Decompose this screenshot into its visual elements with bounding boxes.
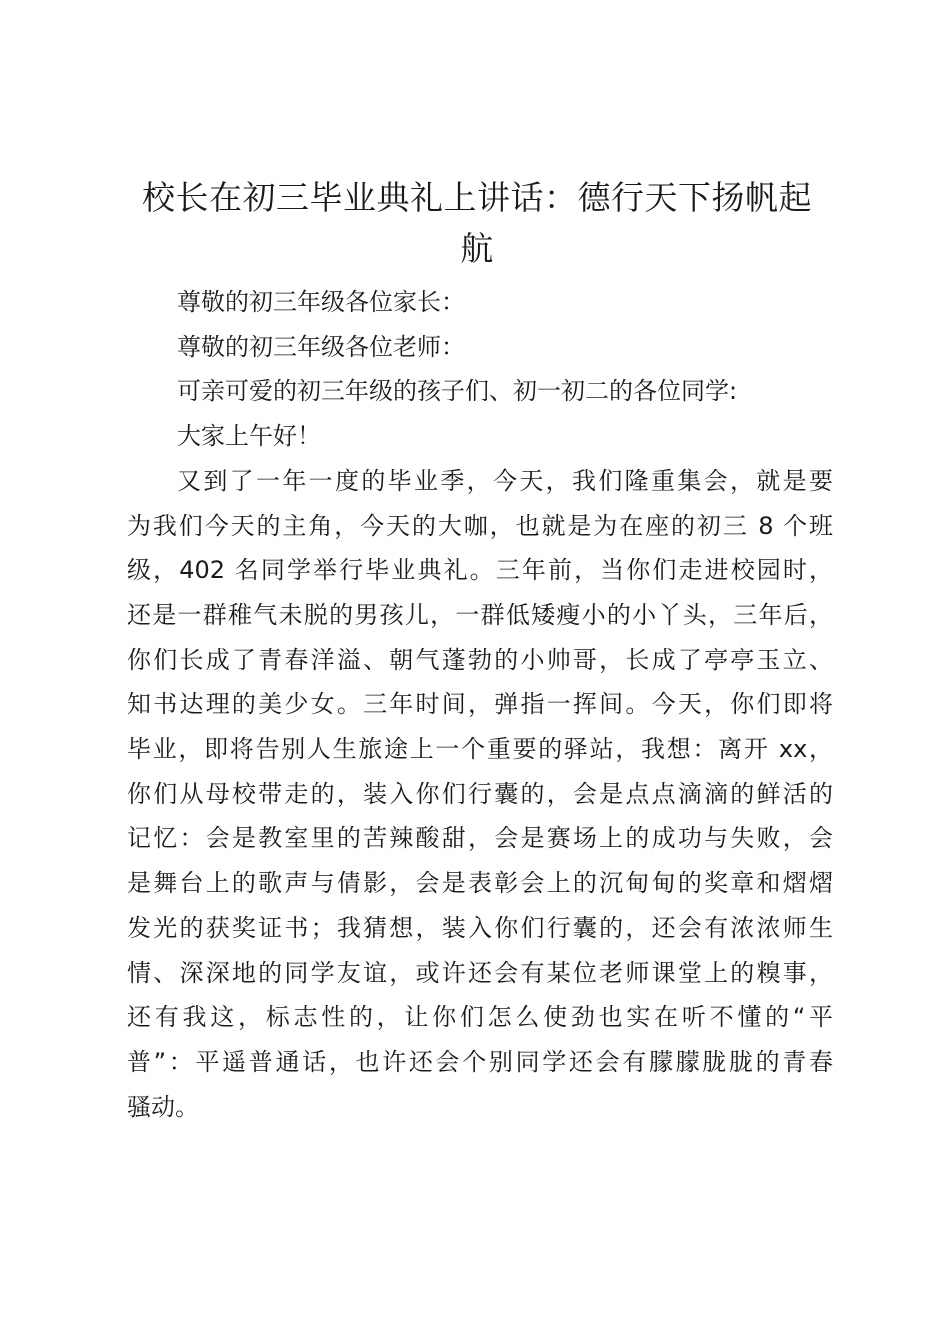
document-title (118, 172, 836, 274)
paragraph-line: 还是一群稚气未脱的男孩儿，一群低矮瘦小的小丫头，三年后， (127, 600, 833, 629)
greeting-good-morning: 大家上午好！ (177, 422, 321, 451)
paragraph-line: 毕业，即将告别人生旅途上一个重要的驿站，我想：离开 xx， (127, 735, 833, 764)
paragraph-line: 普”：平遥普通话，也许还会个别同学还会有朦朦胧胧的青春 (127, 1047, 833, 1076)
paragraph-line: 知书达理的美少女。三年时间，弹指一挥间。今天，你们即将 (127, 690, 833, 719)
document-body (127, 280, 833, 1129)
greeting-parents: 尊敬的初三年级各位家长： (177, 288, 465, 316)
paragraph-line: 为我们今天的主角，今天的大咖，也就是为在座的初三 8 个班 (127, 511, 833, 540)
paragraph-line: 记忆：会是教室里的苦辣酸甜，会是赛场上的成功与失败，会 (127, 824, 833, 853)
paragraph-line: 情、深深地的同学友谊，或许还会有某位老师课堂上的糗事， (127, 958, 833, 987)
paragraph-line: 又到了一年一度的毕业季，今天，我们隆重集会，就是要 (177, 466, 833, 495)
greeting-students: 可亲可爱的初三年级的孩子们、初一初二的各位同学: (177, 377, 738, 406)
title-line-2: 航 (460, 229, 494, 268)
paragraph-line: 发光的获奖证书；我猜想，装入你们行囊的，还会有浓浓师生 (127, 913, 833, 942)
paragraph-line: 你们从母校带走的，装入你们行囊的，会是点点滴滴的鲜活的 (127, 779, 833, 808)
paragraph-line: 级，402 名同学举行毕业典礼。三年前，当你们走进校园时， (127, 556, 833, 585)
paragraph-line: 你们长成了青春洋溢、朝气蓬勃的小帅哥，长成了亭亭玉立、 (127, 645, 833, 674)
title-line-1: 校长在初三毕业典礼上讲话：德行天下扬帆起 (142, 178, 812, 217)
paragraph-line: 是舞台上的歌声与倩影，会是表彰会上的沉甸甸的奖章和熠熠 (127, 869, 833, 898)
paragraph-line-last: 骚动。 (127, 1092, 199, 1121)
greeting-teachers: 尊敬的初三年级各位老师： (177, 332, 465, 361)
paragraph-line: 还有我这，标志性的，让你们怎么使劲也实在听不懂的“平 (127, 1003, 833, 1032)
